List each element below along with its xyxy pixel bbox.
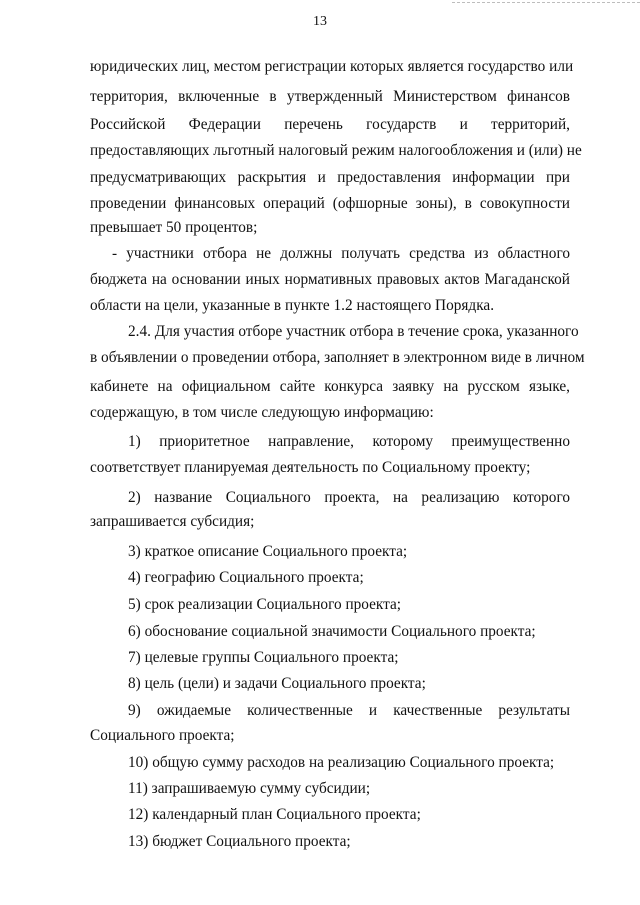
text-line: проведении финансовых операций (офшорные зоны), в совокупности — [90, 195, 570, 212]
list-item: 3) краткое описание Социального проекта; — [128, 543, 408, 560]
text-line: территория, включенные в утвержденный Министерством финансов — [90, 88, 570, 105]
list-item: 5) срок реализации Социального проекта; — [128, 596, 402, 613]
list-item: 13) бюджет Социального проекта; — [128, 833, 351, 850]
list-item: 1) приоритетное направление, которому преимущественно — [128, 433, 570, 450]
text-line: в объявлении о проведении отбора, заполняет в электронном виде в личном — [90, 349, 585, 366]
list-item: 10) общую сумму расходов на реализацию Социального проекта; — [128, 754, 555, 771]
top-edge-rule — [452, 2, 640, 3]
text-line: области на цели, указанные в пункте 1.2 настоящего Порядка. — [90, 297, 495, 314]
text-line: 2.4. Для участия отборе участник отбора в течение срока, указанного — [128, 323, 579, 340]
list-item: 8) цель (цели) и задачи Социального проекта; — [128, 675, 426, 692]
list-item: 6) обоснование социальной значимости Социального проекта; — [128, 623, 536, 640]
text-line: предусматривающих раскрытия и предоставления информации при — [90, 169, 570, 186]
list-item: 11) запрашиваемую сумму субсидии; — [128, 780, 371, 797]
text-line: запрашивается субсидия; — [90, 513, 255, 530]
text-line: Социального проекта; — [90, 727, 235, 744]
text-line: Российской Федерации перечень государств и территорий, — [90, 116, 570, 133]
page-number: 13 — [313, 14, 327, 29]
text-line: кабинете на официальном сайте конкурса заявку на русском языке, — [90, 378, 570, 395]
list-item: 12) календарный план Социального проекта; — [128, 806, 421, 823]
text-line: юридических лиц, местом регистрации которых является государство или — [90, 58, 574, 75]
text-line: превышает 50 процентов; — [90, 219, 258, 236]
list-item: 2) название Социального проекта, на реализацию которого — [128, 489, 570, 506]
text-line: - участники отбора не должны получать средства из областного — [112, 245, 570, 262]
list-item: 4) географию Социального проекта; — [128, 569, 364, 586]
text-line: бюджета на основании иных нормативных правовых актов Магаданской — [90, 271, 570, 288]
text-line: содержащую, в том числе следующую информацию: — [90, 404, 434, 421]
list-item: 9) ожидаемые количественные и качественные результаты — [128, 702, 570, 719]
text-line: предоставляющих льготный налоговый режим налогообложения и (или) не — [90, 142, 582, 159]
list-item: 7) целевые группы Социального проекта; — [128, 649, 399, 666]
text-line: соответствует планируемая деятельность по Социальному проекту; — [90, 459, 531, 476]
